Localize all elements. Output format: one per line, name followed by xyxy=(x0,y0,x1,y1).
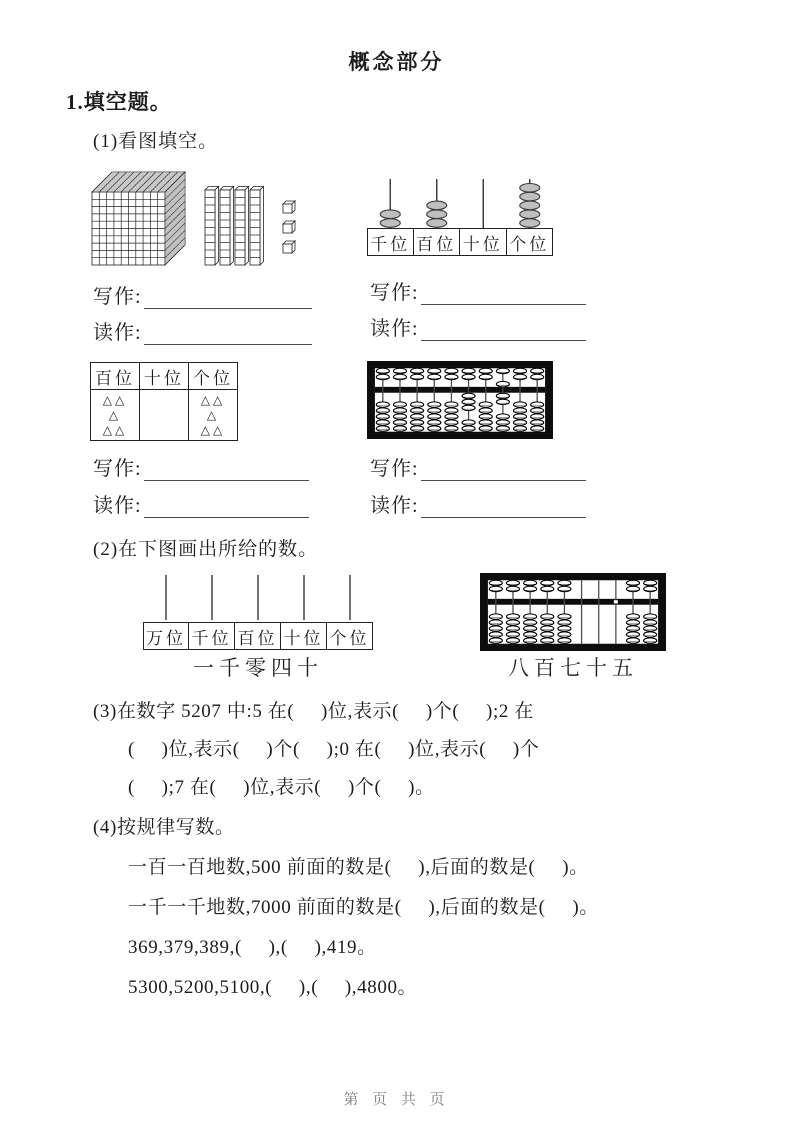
tri-table-header: 十位 xyxy=(140,363,189,390)
read-line xyxy=(93,489,309,518)
answer-blank xyxy=(421,494,586,518)
empty-place-value-counter-rods xyxy=(143,574,373,622)
empty-place-value-counter-labels xyxy=(143,622,373,650)
tri-table-cell: △△ △ △△ xyxy=(189,390,238,441)
read-label: 读作: xyxy=(93,495,142,517)
write-label: 写作: xyxy=(370,458,419,480)
write-line xyxy=(370,276,586,305)
tri-table-cell xyxy=(140,390,189,441)
read-line xyxy=(370,312,586,341)
part4-line: 一千一千地数,7000 前面的数是( ),后面的数是( )。 xyxy=(128,897,599,918)
tri-table-header: 百位 xyxy=(91,363,140,390)
part4-line: 369,379,389,( ),( ),419。 xyxy=(128,937,377,958)
abacus-caption: 八百七十五 xyxy=(508,656,638,680)
tri-table-header: 个位 xyxy=(189,363,238,390)
read-label: 读作: xyxy=(370,495,419,517)
part3-line: ( );7 在( )位,表示( )个( )。 xyxy=(128,777,435,798)
answer-blank xyxy=(421,281,586,305)
part3-line: (3)在数字 5207 中:5 在( )位,表示( )个( );2 在 xyxy=(93,701,534,722)
write-label: 写作: xyxy=(370,282,419,304)
place-value-cell: 万位 xyxy=(143,622,189,650)
write-line xyxy=(93,280,312,309)
base-ten-blocks-figure xyxy=(88,170,300,268)
abacus-figure xyxy=(480,573,666,651)
place-value-counter-labels xyxy=(367,228,553,256)
read-line xyxy=(93,316,312,345)
read-label: 读作: xyxy=(370,318,419,340)
page-footer: 第 页 共 页 xyxy=(343,1092,450,1108)
place-value-cell: 十位 xyxy=(460,228,507,256)
abacus-figure xyxy=(367,361,553,439)
part3-line: ( )位,表示( )个( );0 在( )位,表示( )个 xyxy=(128,739,540,760)
page-title: 概念部分 xyxy=(348,50,445,74)
answer-blank xyxy=(144,494,309,518)
tri-table-cell: △△ △ △△ xyxy=(91,390,140,441)
place-value-cell: 千位 xyxy=(367,228,414,256)
write-line xyxy=(370,452,586,481)
answer-blank xyxy=(144,285,312,309)
answer-blank xyxy=(144,457,309,481)
place-value-cell: 个位 xyxy=(327,622,373,650)
write-label: 写作: xyxy=(93,286,142,308)
answer-blank xyxy=(144,321,312,345)
answer-blank xyxy=(421,317,586,341)
place-value-cell: 百位 xyxy=(414,228,461,256)
read-label: 读作: xyxy=(93,322,142,344)
part4-line: 5300,5200,5100,( ),( ),4800。 xyxy=(128,977,418,998)
counter-caption: 一千零四十 xyxy=(193,656,323,680)
triangle-place-value-table xyxy=(90,362,238,441)
part4-line: 一百一百地数,500 前面的数是( ),后面的数是( )。 xyxy=(128,857,589,878)
part1-label: (1)看图填空。 xyxy=(93,131,219,152)
part2-label: (2)在下图画出所给的数。 xyxy=(93,539,319,560)
read-line xyxy=(370,489,586,518)
question-1-heading: 1.填空题。 xyxy=(66,90,172,114)
place-value-cell: 个位 xyxy=(507,228,554,256)
answer-blank xyxy=(421,457,586,481)
write-line xyxy=(93,452,309,481)
place-value-cell: 百位 xyxy=(235,622,281,650)
part4-heading: (4)按规律写数。 xyxy=(93,817,235,838)
place-value-cell: 千位 xyxy=(189,622,235,650)
place-value-counter-beads xyxy=(367,178,553,228)
write-label: 写作: xyxy=(93,458,142,480)
place-value-cell: 十位 xyxy=(281,622,327,650)
